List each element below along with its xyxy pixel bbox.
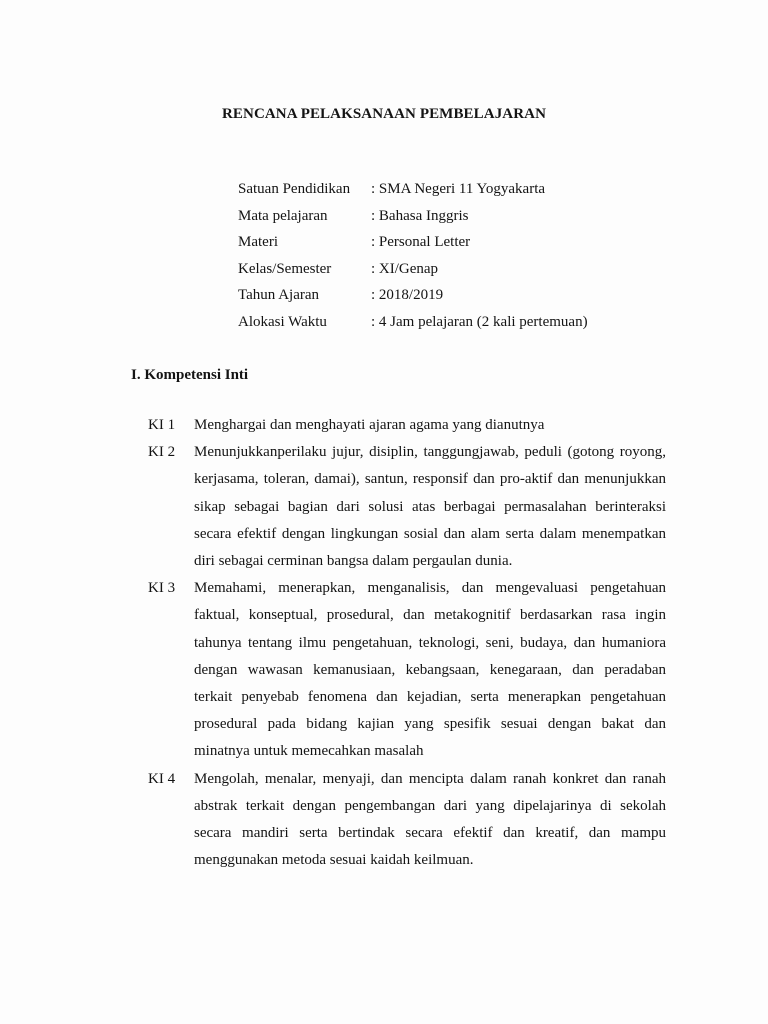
ki-item-1	[148, 412, 666, 439]
info-value: : 4 Jam pelajaran (2 kali pertemuan)	[371, 313, 588, 330]
ki-code: KI 4	[148, 770, 176, 787]
info-label: Satuan Pendidikan	[238, 181, 351, 197]
info-label: Kelas/Semester	[238, 260, 332, 277]
info-value: : XI/Genap	[371, 260, 439, 277]
ki-text: Mengolah, menalar, menyaji, dan mencipta dalam ranah konkret dan ranah abstrak terkait dengan pengembangan dari yang dipelajarinya di sekolah secara mandiri serta bertindak secara efektif dan kreatif, dan mampu menggunakan metoda sesuai kaidah keilmuan.	[194, 770, 666, 869]
kompetensi-inti-list	[148, 412, 666, 874]
info-row-materi	[238, 232, 588, 259]
info-label: Mata pelajaran	[238, 207, 328, 224]
ki-text: Menghargai dan menghayati ajaran agama yang dianutnya	[194, 417, 545, 433]
ki-code: KI 1	[148, 417, 176, 433]
info-value: : 2018/2019	[371, 287, 444, 303]
ki-text: Menunjukkanperilaku jujur, disiplin, tanggungjawab, peduli (gotong royong, kerjasama, toleran, damai), santun, responsif dan pro-aktif dan menunjukkan sikap sebagai bagian dari solusi atas berbagai permasalahan berinteraksi secara efektif dengan lingkungan sosial dan alam serta dalam menempatkan diri sebagai cerminan bangsa dalam pergaulan dunia.	[194, 444, 666, 570]
section-heading-kompetensi-inti: I. Kompetensi Inti	[131, 367, 249, 383]
info-label: Tahun Ajaran	[238, 287, 320, 303]
info-value: : Personal Letter	[371, 234, 471, 250]
ki-item-2	[148, 439, 666, 575]
info-label: Alokasi Waktu	[238, 313, 327, 330]
info-value: : SMA Negeri 11 Yogyakarta	[371, 181, 546, 197]
ki-code: KI 2	[148, 444, 176, 461]
info-row-tahun-ajaran	[238, 285, 588, 312]
info-row-alokasi-waktu	[238, 312, 588, 339]
ki-text: Memahami, menerapkan, menganalisis, dan mengevaluasi pengetahuan faktual, konseptual, prosedural, dan metakognitif berdasarkan rasa ingin tahunya tentang ilmu pengetahuan, teknologi, seni, budaya, dan humaniora dengan wawasan kemanusiaan, kebangsaan, kenegaraan, dan peradaban terkait penyebab fenomena dan kejadian, serta menerapkan pengetahuan prosedural pada bidang kajian yang spesifik sesuai dengan bakat dan minatnya untuk memecahkan masalah	[194, 580, 666, 760]
info-label: Materi	[238, 234, 278, 250]
ki-item-4	[148, 766, 666, 875]
ki-code: KI 3	[148, 580, 176, 597]
info-row-satuan-pendidikan	[238, 179, 588, 206]
info-row-kelas-semester	[238, 259, 588, 286]
info-value: : Bahasa Inggris	[371, 207, 469, 224]
info-row-mata-pelajaran	[238, 206, 588, 233]
identity-table	[238, 179, 588, 338]
document-title: RENCANA PELAKSANAAN PEMBELAJARAN	[221, 106, 547, 122]
ki-item-3	[148, 575, 666, 765]
